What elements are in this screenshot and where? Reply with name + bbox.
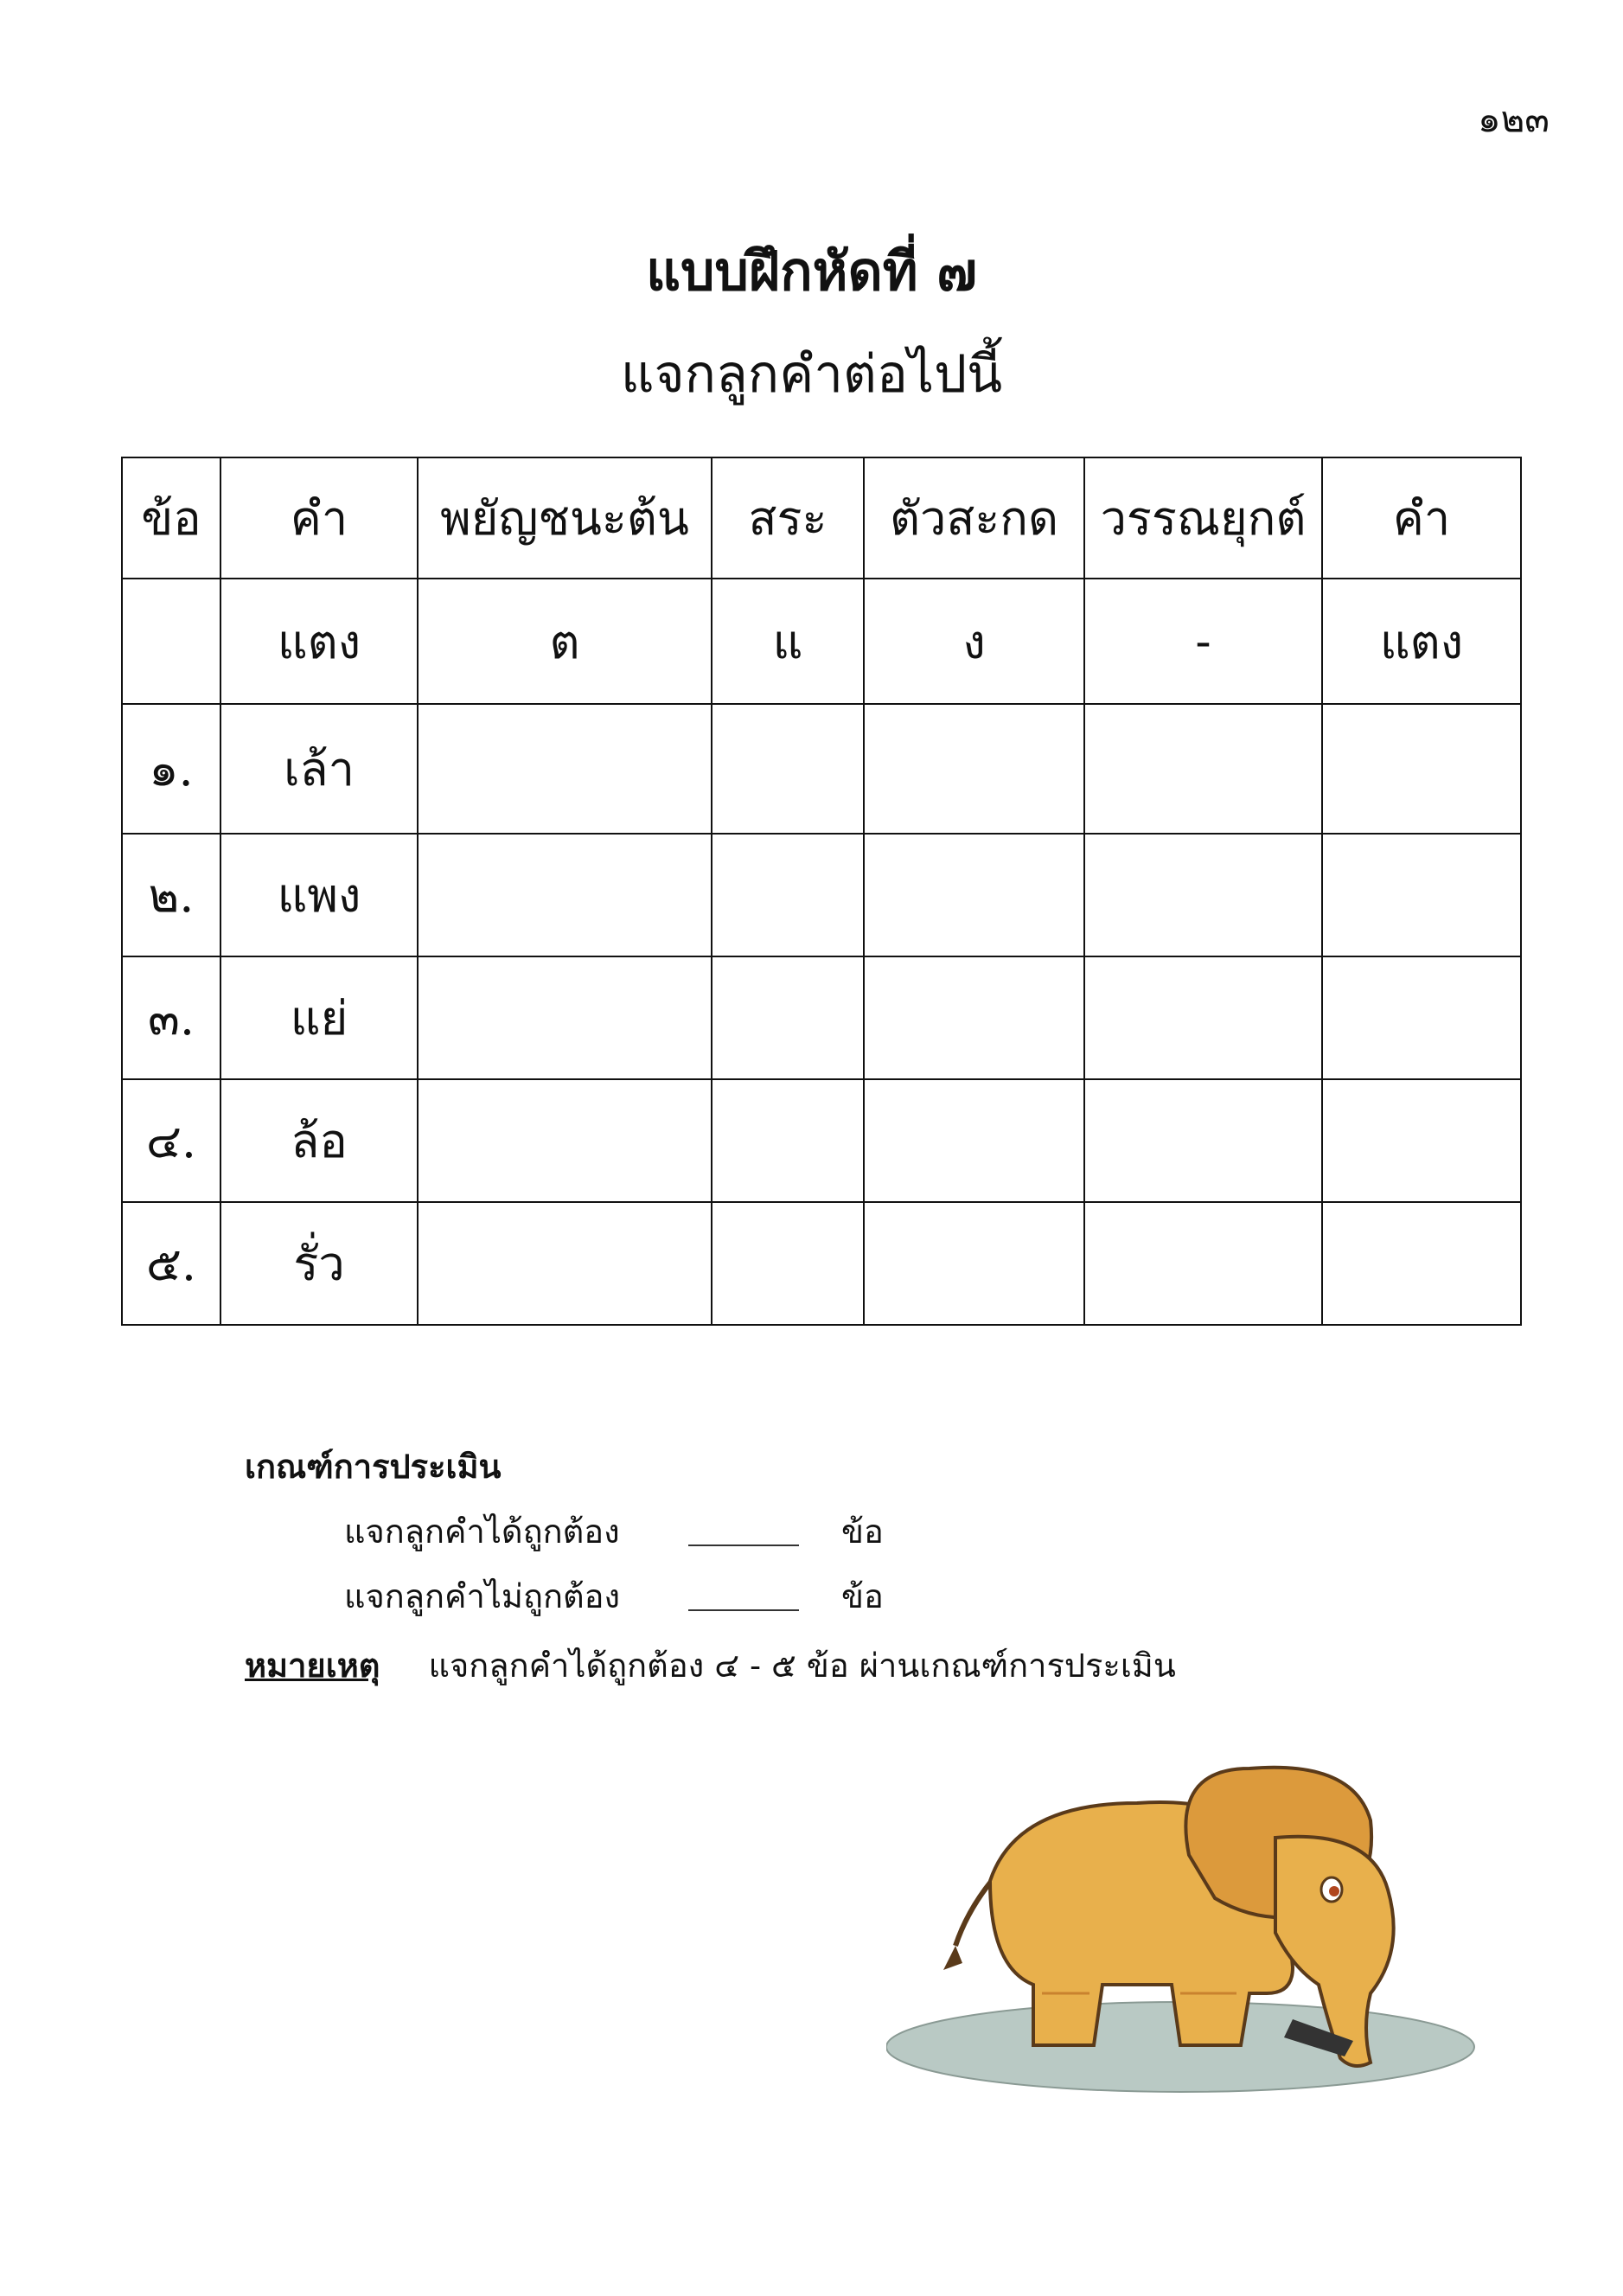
example-word: แตง [220, 579, 418, 704]
example-vowel: แ [712, 579, 864, 704]
header-initial-consonant: พยัญชนะต้น [418, 457, 712, 579]
criteria-unit: ข้อ [841, 1513, 884, 1551]
answer-cell[interactable] [864, 1202, 1084, 1325]
incorrect-count-blank[interactable] [688, 1609, 799, 1611]
table-row [122, 956, 1521, 1079]
answer-cell[interactable] [418, 834, 712, 956]
example-result-word: แตง [1322, 579, 1521, 704]
correct-count-blank[interactable] [688, 1545, 799, 1546]
answer-cell[interactable] [1084, 1079, 1322, 1202]
row-number: ๑. [122, 704, 220, 834]
answer-cell[interactable] [864, 956, 1084, 1079]
example-no [122, 579, 220, 704]
answer-cell[interactable] [1322, 1079, 1521, 1202]
header-result-word: คำ [1322, 457, 1521, 579]
answer-cell[interactable] [1322, 956, 1521, 1079]
row-word: แพง [220, 834, 418, 956]
answer-cell[interactable] [712, 704, 864, 834]
row-number: ๕. [122, 1202, 220, 1325]
table-header-row [122, 457, 1521, 579]
answer-cell[interactable] [1084, 834, 1322, 956]
answer-cell[interactable] [712, 834, 864, 956]
criteria-unit: ข้อ [841, 1577, 884, 1615]
answer-cell[interactable] [1084, 956, 1322, 1079]
answer-cell[interactable] [712, 1079, 864, 1202]
header-tone-mark: วรรณยุกต์ [1084, 457, 1322, 579]
elephant-tail-tuft [943, 1946, 962, 1970]
row-word: รั่ว [220, 1202, 418, 1325]
header-vowel: สระ [712, 457, 864, 579]
elephant-pupil [1329, 1886, 1339, 1896]
answer-cell[interactable] [1322, 1202, 1521, 1325]
note-text: แจกลูกคำได้ถูกต้อง ๔ - ๕ ข้อ ผ่านเกณฑ์การประเมิน [428, 1647, 1176, 1685]
example-tone-mark: - [1084, 579, 1322, 704]
answer-cell[interactable] [712, 1202, 864, 1325]
answer-cell[interactable] [1322, 704, 1521, 834]
answer-cell[interactable] [418, 1079, 712, 1202]
criteria-incorrect-row [344, 1570, 884, 1622]
table-row [122, 1079, 1521, 1202]
example-initial-consonant: ต [418, 579, 712, 704]
criteria-title: เกณฑ์การประเมิน [245, 1447, 502, 1486]
criteria-correct-label: แจกลูกคำได้ถูกต้อง [344, 1513, 620, 1551]
row-word: แย่ [220, 956, 418, 1079]
table-row [122, 1202, 1521, 1325]
header-item-no: ข้อ [122, 457, 220, 579]
note-label: หมายเหตุ [245, 1646, 380, 1685]
elephant-icon [886, 1708, 1492, 2114]
page-subtitle: แจกลูกคำต่อไปนี้ [620, 344, 1003, 405]
answer-cell[interactable] [418, 1202, 712, 1325]
row-number: ๓. [122, 956, 220, 1079]
note [245, 1639, 1176, 1692]
row-word: เล้า [220, 704, 418, 834]
example-final-consonant: ง [864, 579, 1084, 704]
answer-cell[interactable] [864, 834, 1084, 956]
answer-cell[interactable] [864, 704, 1084, 834]
worksheet-table [121, 457, 1522, 1326]
criteria-incorrect-label: แจกลูกคำไม่ถูกต้อง [344, 1577, 621, 1615]
answer-cell[interactable] [712, 956, 864, 1079]
row-number: ๒. [122, 834, 220, 956]
example-row [122, 579, 1521, 704]
answer-cell[interactable] [1084, 704, 1322, 834]
page-title: แบบฝึกหัดที่ ๗ [646, 240, 977, 303]
answer-cell[interactable] [418, 956, 712, 1079]
table-row [122, 704, 1521, 834]
header-word: คำ [220, 457, 418, 579]
answer-cell[interactable] [1322, 834, 1521, 956]
header-final-consonant: ตัวสะกด [864, 457, 1084, 579]
row-word: ล้อ [220, 1079, 418, 1202]
table-row [122, 834, 1521, 956]
answer-cell[interactable] [1084, 1202, 1322, 1325]
answer-cell[interactable] [864, 1079, 1084, 1202]
row-number: ๔. [122, 1079, 220, 1202]
page-number: ๑๒๓ [1477, 98, 1550, 140]
criteria-correct-row [344, 1505, 884, 1557]
answer-cell[interactable] [418, 704, 712, 834]
